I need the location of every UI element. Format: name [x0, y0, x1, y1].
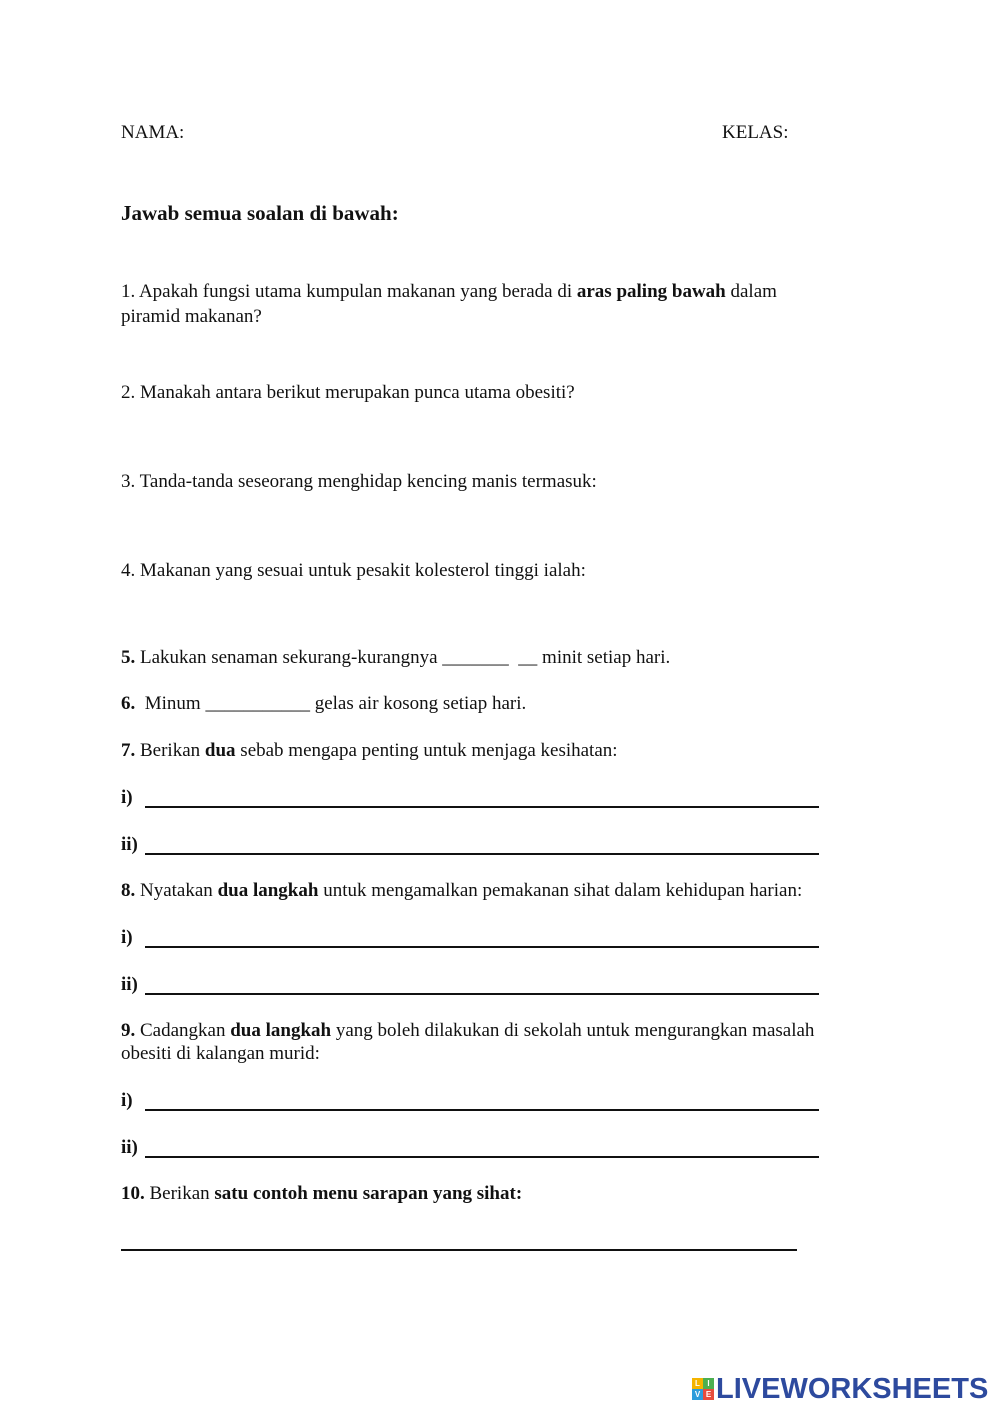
question-3: 3. Tanda-tanda seseorang menghidap kencing manis termasuk:: [121, 471, 597, 492]
question-6-number: 6.: [121, 693, 136, 714]
question-9-emphasis: dua langkah: [230, 1020, 332, 1041]
question-7-text: Berikan: [135, 740, 205, 761]
question-10-text: Berikan: [144, 1183, 215, 1204]
answer-label-7i: i): [121, 787, 133, 808]
question-5: [121, 647, 670, 669]
question-8-text-end: untuk mengamalkan pemakanan sihat dalam kehidupan harian:: [318, 880, 803, 901]
question-1-text: 1. Apakah fungsi utama kumpulan makanan yang berada di: [121, 281, 577, 302]
answer-label-9i: i): [121, 1090, 133, 1111]
answer-label-8i: i): [121, 927, 133, 948]
question-6-text: Minum ___________ gelas air kosong setiap hari.: [135, 693, 527, 714]
logo-mark-letter: V: [692, 1389, 703, 1400]
answer-line-8ii[interactable]: [145, 993, 819, 995]
question-8-text: Nyatakan: [135, 880, 218, 901]
question-8-emphasis: dua langkah: [217, 880, 319, 901]
class-label: KELAS:: [722, 122, 789, 143]
question-1-emphasis: aras paling bawah: [576, 281, 726, 302]
answer-line-7ii[interactable]: [145, 853, 819, 855]
question-7: [121, 740, 618, 762]
name-label: NAMA:: [121, 122, 185, 143]
question-1-text-end: dalam: [725, 281, 777, 302]
question-5-text: Lakukan senaman sekurang-kurangnya _______ __ minit setiap hari.: [135, 647, 671, 668]
logo-mark-icon: [692, 1378, 714, 1400]
question-10-emphasis: satu contoh menu sarapan yang sihat:: [214, 1183, 523, 1204]
logo-text: LIVEWORKSHEETS: [716, 1373, 989, 1405]
question-9-number: 9.: [121, 1020, 136, 1041]
liveworksheets-logo: [692, 1374, 988, 1404]
answer-line-8i[interactable]: [145, 946, 819, 948]
question-7-number: 7.: [121, 740, 136, 761]
question-8-number: 8.: [121, 880, 136, 901]
answer-line-7i[interactable]: [145, 806, 819, 808]
question-5-number: 5.: [121, 647, 136, 668]
question-2: 2. Manakah antara berikut merupakan punca utama obesiti?: [121, 382, 575, 403]
question-6: [121, 693, 526, 715]
question-4: 4. Makanan yang sesuai untuk pesakit kolesterol tinggi ialah:: [121, 560, 586, 581]
question-1-line-2: piramid makanan?: [121, 306, 262, 327]
question-8: [121, 880, 802, 902]
answer-label-7ii: ii): [121, 834, 138, 855]
logo-mark-letter: E: [703, 1389, 714, 1400]
answer-line-10[interactable]: [121, 1249, 797, 1251]
question-7-text-end: sebab mengapa penting untuk menjaga kesihatan:: [235, 740, 618, 761]
question-10: [121, 1183, 522, 1205]
logo-mark-letter: L: [692, 1378, 703, 1389]
answer-line-9ii[interactable]: [145, 1156, 819, 1158]
logo-mark-letter: I: [703, 1378, 714, 1389]
answer-label-9ii: ii): [121, 1137, 138, 1158]
answer-line-9i[interactable]: [145, 1109, 819, 1111]
question-10-number: 10.: [121, 1183, 145, 1204]
question-9-text: Cadangkan: [135, 1020, 231, 1041]
question-7-emphasis: dua: [204, 740, 236, 761]
instruction-heading: Jawab semua soalan di bawah:: [121, 201, 399, 225]
answer-label-8ii: ii): [121, 974, 138, 995]
question-9-text-end: yang boleh dilakukan di sekolah untuk mengurangkan masalah: [331, 1020, 815, 1041]
question-1: [121, 281, 777, 303]
question-9-line-2: obesiti di kalangan murid:: [121, 1043, 320, 1064]
question-9: [121, 1020, 814, 1042]
